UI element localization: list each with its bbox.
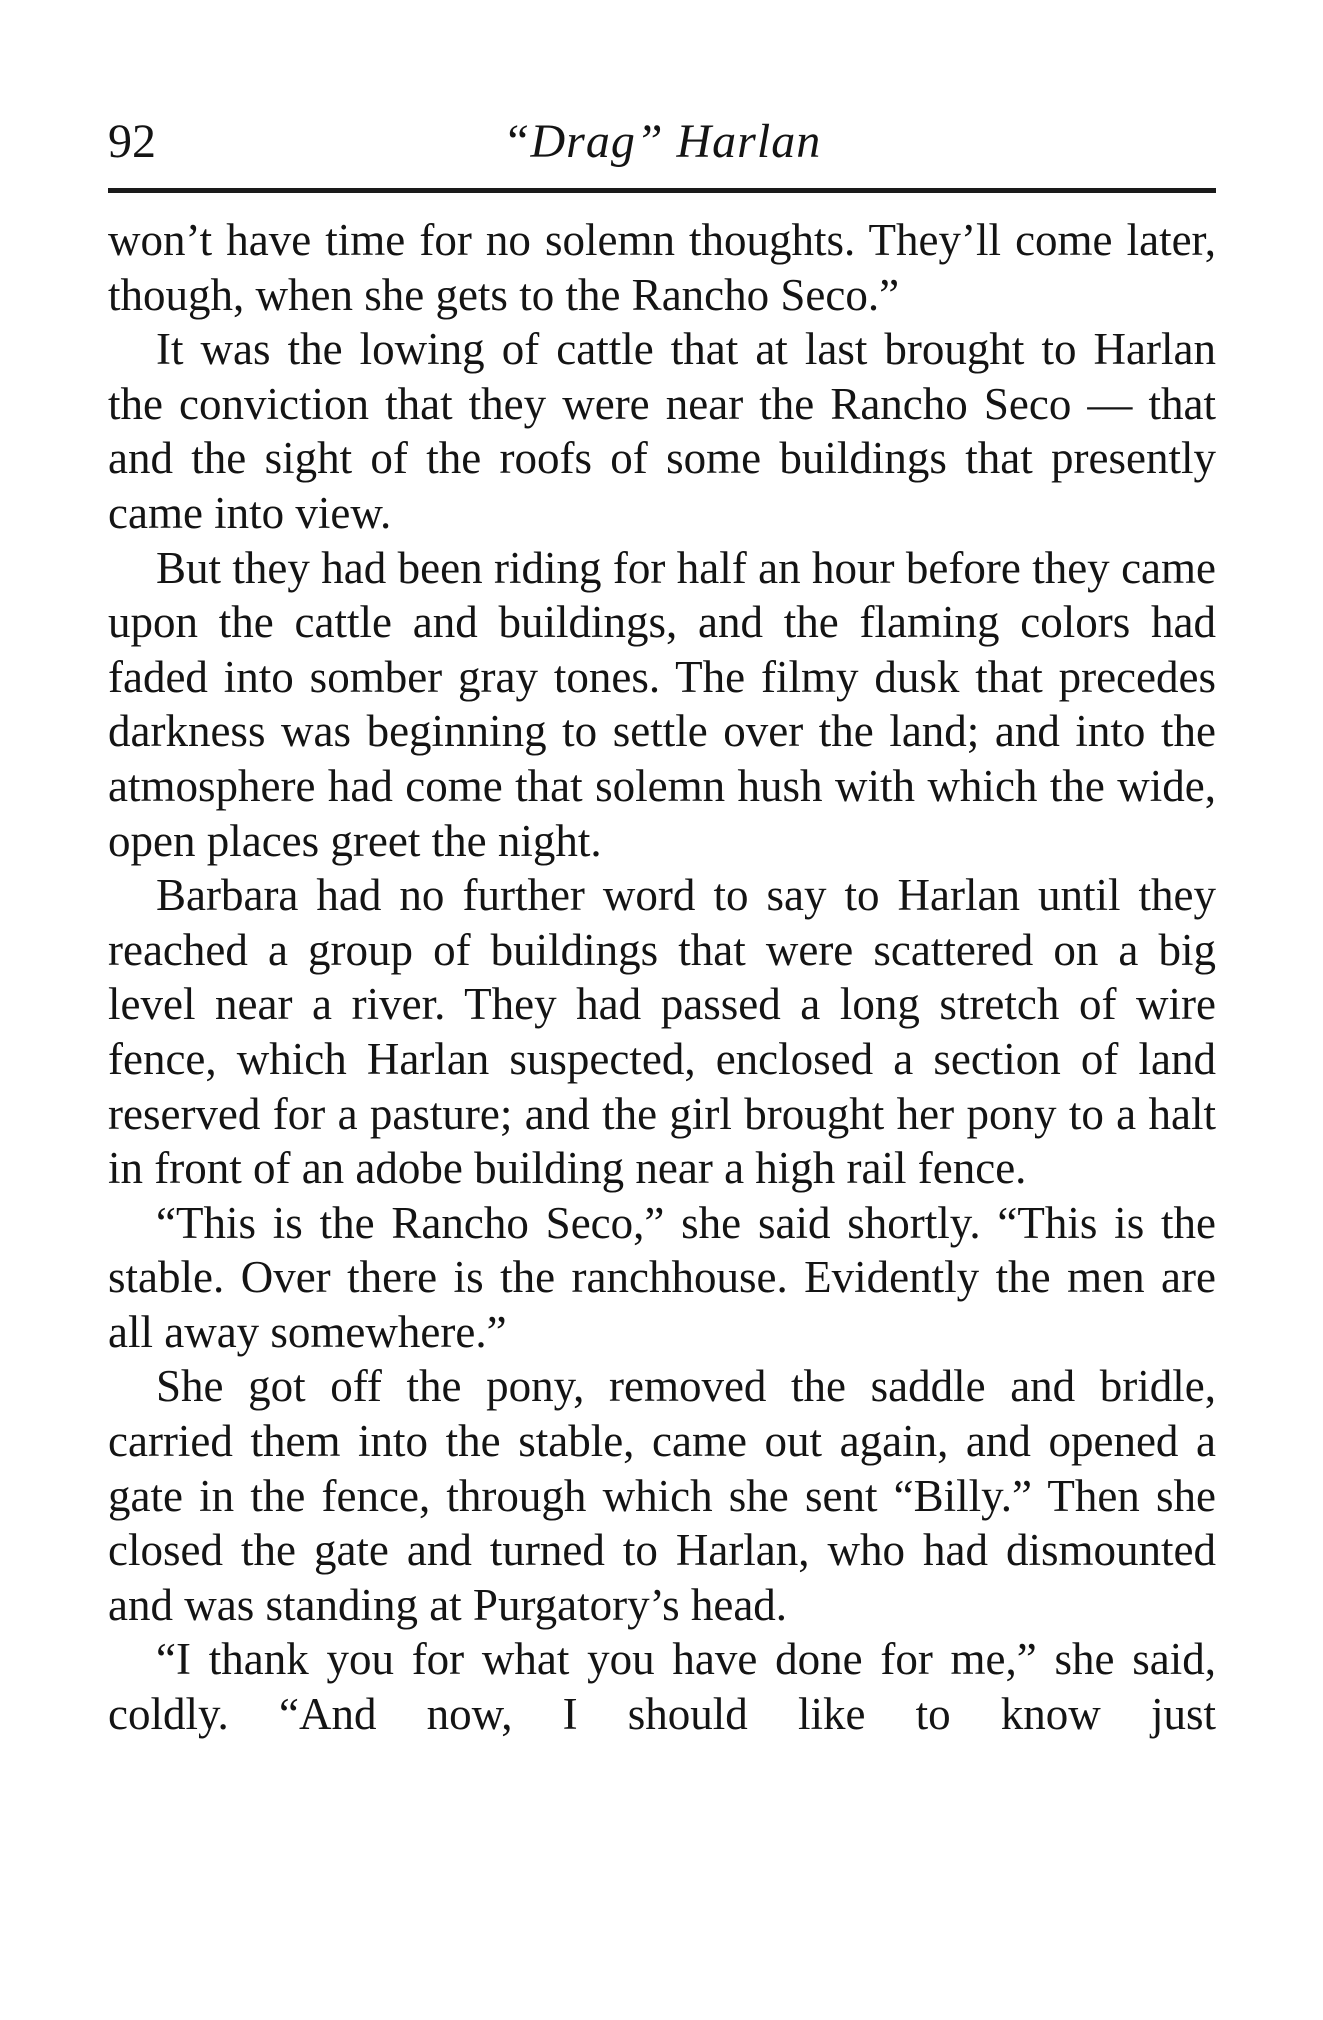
running-head <box>108 110 1216 174</box>
paragraph: It was the lowing of cattle that at last brought to Harlan the conviction that they were near the Rancho Seco — that and the sight of the roofs of some buildings that presently came into view. <box>108 324 1216 538</box>
page-number: 92 <box>108 115 156 168</box>
paragraph: Barbara had no further word to say to Harlan until they reached a group of buildings that were scattered on a big level near a river. They had passed a long stretch of wire fence, which Harlan suspected, enclosed a section of land reserved for a pasture; and the girl brought her pony to a halt in front of an adobe building near a high rail fence. <box>108 870 1216 1194</box>
book-page <box>108 110 1216 1742</box>
paragraph: “I thank you for what you have done for me,” she said, coldly. “And now, I should like to know just <box>108 1634 1216 1740</box>
paragraph: She got off the pony, removed the saddle and bridle, carried them into the stable, came out again, and opened a gate in the fence, through which she sent “Billy.” Then she closed the gate and turned to Harlan, who had dismounted and was standing at Purgatory’s head. <box>108 1361 1216 1630</box>
header-rule <box>108 188 1216 193</box>
body-text <box>108 213 1216 1742</box>
running-title: “Drag” Harlan <box>502 115 822 168</box>
paragraph: But they had been riding for half an hour before they came upon the cattle and buildings, and the flaming colors had faded into somber gray tones. The filmy dusk that precedes darkness was beginning to settle over the land; and into the atmosphere had come that solemn hush with which the wide, open places greet the night. <box>108 542 1216 866</box>
paragraph: won’t have time for no solemn thoughts. They’ll come later, though, when she gets to the Rancho Seco.” <box>108 215 1216 320</box>
paragraph: “This is the Rancho Seco,” she said shortly. “This is the stable. Over there is the ranchhouse. Evidently the men are all away somewhere.” <box>108 1197 1216 1357</box>
